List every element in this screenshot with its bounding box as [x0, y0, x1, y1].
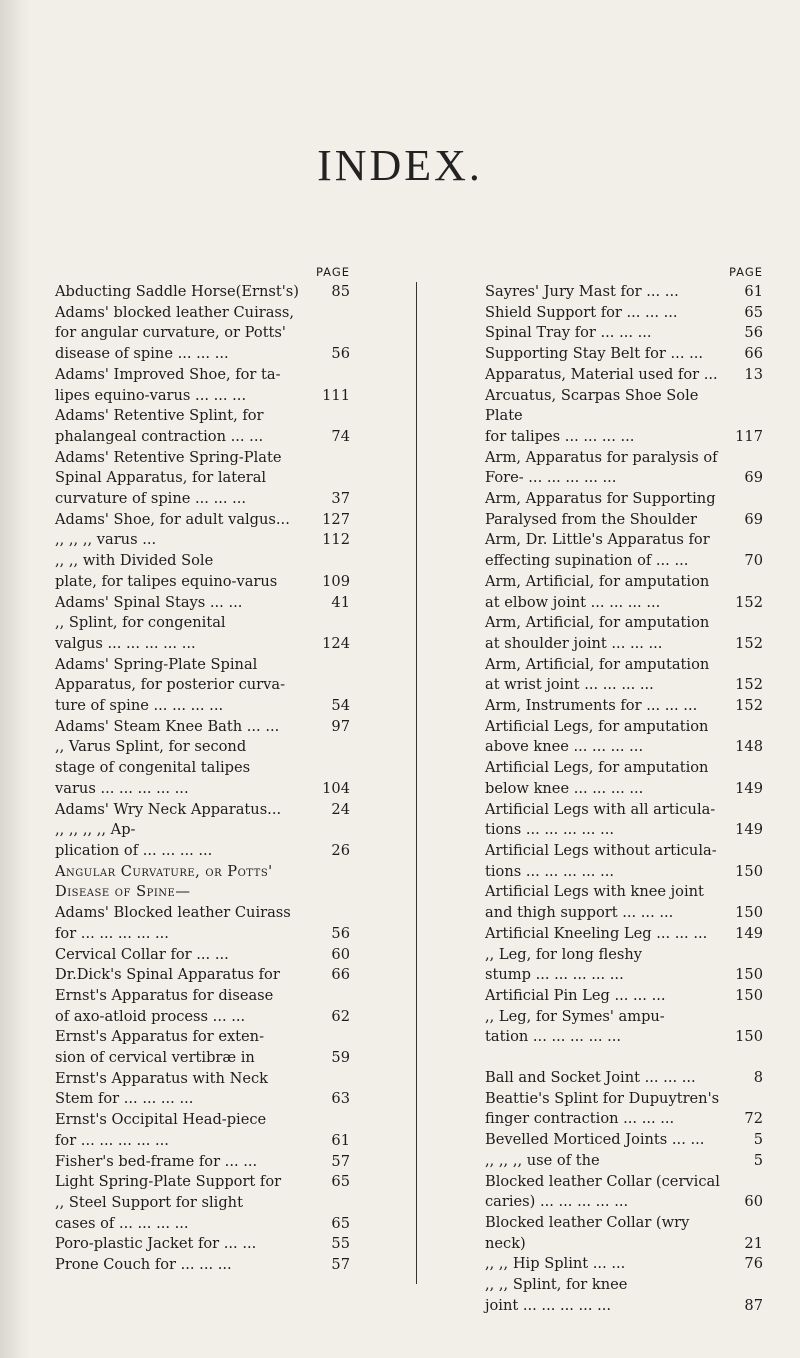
index-entry: [55, 655, 350, 676]
entry-text: Abducting Saddle Horse(Ernst's): [55, 283, 299, 300]
entry-page-number: 65: [744, 303, 763, 321]
entry-text: below knee ... ... ... ...: [485, 779, 644, 797]
entry-page-number: 55: [331, 1235, 350, 1253]
entry-text: tions ... ... ... ... ...: [485, 862, 614, 880]
entry-page-number: 60: [744, 1193, 763, 1211]
entry-text: Adams' Retentive Splint, for: [55, 407, 264, 425]
index-entry: [55, 468, 350, 489]
index-entry: [55, 1172, 350, 1193]
index-entry: [55, 1131, 350, 1152]
entry-page-number: 152: [735, 634, 763, 652]
index-entry: [55, 282, 350, 303]
entry-text: Arm, Artificial, for amputation: [485, 655, 710, 673]
entry-text: lipes equino-varus ... ... ...: [55, 386, 247, 404]
entry-text: Light Spring-Plate Support for: [55, 1173, 282, 1191]
index-entry: [55, 323, 350, 344]
index-entry: [485, 1275, 763, 1296]
entry-text: disease of spine ... ... ...: [55, 345, 229, 363]
entry-text: valgus ... ... ... ... ...: [55, 634, 196, 652]
entry-page-number: 65: [331, 1214, 350, 1232]
entry-text: Arm, Artificial, for amputation: [485, 614, 710, 632]
entry-text: Cervical Collar for ... ...: [55, 945, 229, 963]
entry-page-number: 149: [735, 821, 763, 839]
index-entry: [55, 365, 350, 386]
entry-text: Disease of Spine—: [55, 883, 191, 901]
index-entry: [485, 593, 763, 614]
index-entry: [485, 862, 763, 883]
index-entry: [55, 1255, 350, 1276]
entry-page-number: 117: [735, 427, 763, 445]
entry-text: Spinal Apparatus, for lateral: [55, 469, 267, 487]
entry-text: ,, Varus Splint, for second: [55, 738, 247, 756]
index-entry: [55, 779, 350, 800]
index-entry: [485, 1109, 763, 1130]
entry-text: tions ... ... ... ... ...: [485, 821, 614, 839]
entry-text: Sayres' Jury Mast for ... ...: [485, 283, 679, 300]
index-entry: [55, 903, 350, 924]
entry-text: Adams' Steam Knee Bath ... ...: [55, 717, 280, 735]
index-entry: [55, 510, 350, 531]
entry-text: Dr.Dick's Spinal Apparatus for: [55, 966, 280, 984]
entry-page-number: 150: [735, 904, 763, 922]
entry-text: Apparatus, Material used for ...: [485, 365, 718, 383]
entry-page-number: 85: [331, 283, 350, 300]
entry-text: Adams' Shoe, for adult valgus...: [55, 510, 290, 528]
index-entry: [55, 613, 350, 634]
index-entry: [55, 489, 350, 510]
index-entry: [485, 365, 763, 386]
entry-text: Angular Curvature, or Potts': [55, 862, 273, 880]
entry-page-number: 148: [735, 738, 763, 756]
entry-text: plication of ... ... ... ...: [55, 841, 213, 859]
entry-text: ,, Steel Support for slight: [55, 1193, 243, 1211]
entry-text: for talipes ... ... ... ...: [485, 427, 635, 445]
index-entry: [485, 1068, 763, 1089]
entry-page-number: 26: [331, 841, 350, 859]
index-entry: [485, 1151, 763, 1172]
entry-text: Supporting Stay Belt for ... ...: [485, 345, 704, 363]
entry-page-number: 57: [331, 1256, 350, 1274]
index-entry: [55, 1069, 350, 1090]
index-entry: [55, 965, 350, 986]
index-entry: [55, 634, 350, 655]
entry-page-number: 41: [331, 593, 350, 611]
entry-text: Apparatus, for posterior curva-: [55, 676, 286, 694]
index-entry: [485, 613, 763, 634]
index-entry: [55, 344, 350, 365]
entry-text: Artificial Legs, for amputation: [485, 717, 709, 735]
index-entry: [485, 1089, 763, 1110]
index-entry: [485, 551, 763, 572]
index-entry: [485, 386, 763, 427]
entry-text: Artificial Legs with knee joint: [485, 883, 704, 901]
entry-text: Adams' Improved Shoe, for ta-: [55, 365, 281, 383]
entry-text: joint ... ... ... ... ...: [485, 1296, 612, 1314]
page-binding-edge: [0, 0, 30, 1358]
entry-text: at elbow joint ... ... ... ...: [485, 593, 661, 611]
entry-page-number: 56: [744, 324, 763, 342]
entry-text: Ernst's Apparatus for exten-: [55, 1028, 265, 1046]
entry-page-number: 59: [331, 1049, 350, 1067]
entry-text: sion of cervical vertibræ in: [55, 1049, 255, 1067]
entry-text: ,, ,, with Divided Sole: [55, 552, 214, 570]
section-gap: [485, 1048, 763, 1068]
entry-text: Fisher's bed-frame for ... ...: [55, 1152, 258, 1170]
index-entry: [55, 1214, 350, 1235]
entry-page-number: 61: [744, 283, 763, 300]
index-entry: [55, 1193, 350, 1214]
index-entry: [485, 427, 763, 448]
entry-text: Stem for ... ... ... ...: [55, 1090, 194, 1108]
entry-text: ,, Leg, for long fleshy: [485, 945, 643, 963]
index-entry: [55, 406, 350, 427]
entry-page-number: 60: [331, 945, 350, 963]
entry-text: ,, ,, Splint, for knee: [485, 1276, 628, 1294]
entry-page-number: 149: [735, 924, 763, 942]
entry-page-number: 62: [331, 1007, 350, 1025]
index-entry: [55, 1089, 350, 1110]
index-entry: [485, 1254, 763, 1275]
entry-text: Artificial Pin Leg ... ... ...: [485, 986, 666, 1004]
entry-text: ,, ,, ,, varus ...: [55, 531, 157, 549]
entry-text: curvature of spine ... ... ...: [55, 490, 247, 508]
entry-text: Arcuatus, Scarpas Shoe Sole Plate: [485, 386, 699, 425]
entry-page-number: 5: [753, 1151, 763, 1169]
index-entry: [485, 1130, 763, 1151]
index-entry: [485, 1296, 763, 1317]
entry-text: Adams' Retentive Spring-Plate: [55, 448, 282, 466]
entry-text: ,, ,, Hip Splint ... ...: [485, 1255, 626, 1273]
index-entry: [485, 1007, 763, 1028]
entry-text: above knee ... ... ... ...: [485, 738, 644, 756]
entry-text: at wrist joint ... ... ... ...: [485, 676, 654, 694]
index-entry: [485, 323, 763, 344]
entry-page-number: 5: [753, 1131, 763, 1149]
entry-page-number: 37: [331, 490, 350, 508]
entry-page-number: 69: [744, 510, 763, 528]
entry-text: stage of congenital talipes: [55, 759, 251, 777]
index-entry: [485, 303, 763, 324]
entry-text: Bevelled Morticed Joints ... ...: [485, 1131, 705, 1149]
index-entry: [485, 717, 763, 738]
entry-text: Spinal Tray for ... ... ...: [485, 324, 652, 342]
index-entry: [485, 655, 763, 676]
index-column-left: [55, 262, 350, 1276]
index-entry: [485, 841, 763, 862]
entry-page-number: 56: [331, 345, 350, 363]
entry-page-number: 8: [753, 1069, 763, 1087]
entry-page-number: 57: [331, 1152, 350, 1170]
entry-page-number: 54: [331, 697, 350, 715]
entry-text: Adams' blocked leather Cuirass,: [55, 303, 295, 321]
index-entry: [485, 696, 763, 717]
entry-text: Ernst's Apparatus for disease: [55, 986, 274, 1004]
index-entries: [485, 282, 763, 1316]
entry-text: Paralysed from the Shoulder: [485, 510, 697, 528]
index-entry: [55, 800, 350, 821]
entry-text: Poro-plastic Jacket for ... ...: [55, 1235, 257, 1253]
index-entry: [55, 862, 350, 883]
index-entry: [55, 448, 350, 469]
entry-text: Adams' Spinal Stays ... ...: [55, 593, 243, 611]
entry-text: Arm, Apparatus for paralysis of: [485, 448, 718, 466]
entry-text: Artificial Legs with all articula-: [485, 800, 716, 818]
index-entry: [485, 986, 763, 1007]
index-entry: [485, 448, 763, 469]
index-entry: [55, 427, 350, 448]
index-column-right: [485, 262, 763, 1316]
entry-page-number: 66: [744, 345, 763, 363]
index-entry: [485, 1213, 763, 1254]
index-entry: [485, 965, 763, 986]
index-entry: [485, 510, 763, 531]
index-entry: [55, 820, 350, 841]
entry-text: and thigh support ... ... ...: [485, 904, 674, 922]
entry-text: at shoulder joint ... ... ...: [485, 634, 663, 652]
entry-text: of axo-atloid process ... ...: [55, 1007, 246, 1025]
entry-text: Artificial Kneeling Leg ... ... ...: [485, 924, 708, 942]
entry-text: for ... ... ... ... ...: [55, 924, 169, 942]
entry-page-number: 152: [735, 676, 763, 694]
index-entry: [485, 282, 763, 303]
entry-page-number: 69: [744, 469, 763, 487]
index-entry: [55, 717, 350, 738]
entry-text: Arm, Dr. Little's Apparatus for: [485, 531, 710, 549]
index-entry: [55, 551, 350, 572]
entry-page-number: 152: [735, 697, 763, 715]
entry-page-number: 24: [331, 800, 350, 818]
index-entry: [485, 882, 763, 903]
page-column-heading: PAGE: [315, 265, 350, 279]
entry-page-number: 150: [735, 986, 763, 1004]
entry-text: Ernst's Apparatus with Neck: [55, 1069, 268, 1087]
index-entries: [55, 282, 350, 1276]
index-entry: [55, 593, 350, 614]
entry-page-number: 70: [744, 552, 763, 570]
index-entry: [485, 903, 763, 924]
entry-text: Artificial Legs without articula-: [485, 841, 717, 859]
index-entry: [55, 945, 350, 966]
page-column-heading: PAGE: [728, 265, 763, 279]
index-entry: [485, 924, 763, 945]
index-entry: [485, 530, 763, 551]
entry-text: ,, Splint, for congenital: [55, 614, 226, 632]
index-entry: [485, 489, 763, 510]
entry-text: Prone Couch for ... ... ...: [55, 1256, 232, 1274]
entry-page-number: 63: [331, 1090, 350, 1108]
index-entry: [485, 572, 763, 593]
index-entry: [485, 800, 763, 821]
entry-page-number: 150: [735, 1028, 763, 1046]
entry-text: Arm, Instruments for ... ... ...: [485, 697, 698, 715]
index-entry: [485, 945, 763, 966]
entry-page-number: 87: [744, 1296, 763, 1314]
entry-page-number: 66: [331, 966, 350, 984]
entry-text: phalangeal contraction ... ...: [55, 427, 264, 445]
index-entry: [485, 634, 763, 655]
entry-page-number: 76: [744, 1255, 763, 1273]
index-entry: [55, 1007, 350, 1028]
entry-text: ,, ,, ,, use of the: [485, 1151, 600, 1169]
column-divider: [416, 282, 417, 1284]
entry-text: Artificial Legs, for amputation: [485, 759, 709, 777]
index-entry: [485, 1172, 763, 1193]
entry-text: ,, ,, ,, ,, Ap-: [55, 821, 136, 839]
entry-text: plate, for talipes equino-varus: [55, 572, 278, 590]
entry-text: Adams' Spring-Plate Spinal: [55, 655, 258, 673]
entry-text: stump ... ... ... ... ...: [485, 966, 624, 984]
entry-text: caries) ... ... ... ... ...: [485, 1193, 629, 1211]
entry-text: Adams' Wry Neck Apparatus...: [55, 800, 282, 818]
entry-text: ture of spine ... ... ... ...: [55, 697, 224, 715]
entry-text: varus ... ... ... ... ...: [55, 779, 189, 797]
entry-text: Beattie's Splint for Dupuytren's: [485, 1089, 720, 1107]
entry-page-number: 13: [744, 365, 763, 383]
entry-page-number: 74: [331, 427, 350, 445]
index-entry: [485, 1027, 763, 1048]
index-entry: [485, 779, 763, 800]
entry-text: cases of ... ... ... ...: [55, 1214, 189, 1232]
entry-page-number: 61: [331, 1131, 350, 1149]
index-entry: [55, 386, 350, 407]
index-entry: [55, 1152, 350, 1173]
entry-text: Ernst's Occipital Head-piece: [55, 1111, 267, 1129]
index-entry: [55, 303, 350, 324]
entry-text: for ... ... ... ... ...: [55, 1131, 169, 1149]
entry-page-number: 56: [331, 924, 350, 942]
entry-page-number: 150: [735, 862, 763, 880]
entry-page-number: 109: [322, 572, 350, 590]
entry-page-number: 124: [322, 634, 350, 652]
entry-page-number: 152: [735, 593, 763, 611]
entry-text: Blocked leather Collar (cervical: [485, 1172, 720, 1190]
entry-page-number: 65: [331, 1173, 350, 1191]
entry-text: Shield Support for ... ... ...: [485, 303, 678, 321]
index-entry: [485, 344, 763, 365]
entry-page-number: 111: [322, 386, 350, 404]
index-entry: [55, 572, 350, 593]
index-entry: [485, 820, 763, 841]
entry-page-number: 97: [331, 717, 350, 735]
entry-text: ,, Leg, for Symes' ampu-: [485, 1007, 665, 1025]
entry-page-number: 104: [322, 779, 350, 797]
index-entry: [485, 468, 763, 489]
entry-text: finger contraction ... ... ...: [485, 1110, 675, 1128]
entry-page-number: 72: [744, 1110, 763, 1128]
index-entry: [485, 1192, 763, 1213]
entry-text: effecting supination of ... ...: [485, 552, 689, 570]
index-entry: [55, 758, 350, 779]
entry-text: for angular curvature, or Potts': [55, 324, 286, 342]
entry-page-number: 127: [322, 510, 350, 528]
entry-text: Fore- ... ... ... ... ...: [485, 469, 617, 487]
entry-text: Blocked leather Collar (wry neck): [485, 1213, 690, 1252]
index-entry: [55, 1027, 350, 1048]
index-entry: [55, 882, 350, 903]
index-entry: [485, 737, 763, 758]
index-entry: [55, 696, 350, 717]
page-title: INDEX.: [317, 141, 483, 190]
index-entry: [55, 986, 350, 1007]
entry-text: tation ... ... ... ... ...: [485, 1028, 622, 1046]
entry-page-number: 112: [322, 531, 350, 549]
index-entry: [55, 1234, 350, 1255]
index-entry: [55, 675, 350, 696]
index-entry: [485, 758, 763, 779]
entry-text: Arm, Apparatus for Supporting: [485, 490, 716, 508]
entry-text: Arm, Artificial, for amputation: [485, 572, 710, 590]
index-entry: [55, 737, 350, 758]
entry-text: Adams' Blocked leather Cuirass: [55, 904, 291, 922]
index-entry: [55, 1110, 350, 1131]
index-entry: [485, 675, 763, 696]
index-entry: [55, 1048, 350, 1069]
entry-text: Ball and Socket Joint ... ... ...: [485, 1069, 696, 1087]
index-entry: [55, 841, 350, 862]
index-entry: [55, 924, 350, 945]
entry-page-number: 149: [735, 779, 763, 797]
entry-page-number: 21: [744, 1234, 763, 1252]
index-entry: [55, 530, 350, 551]
entry-page-number: 150: [735, 966, 763, 984]
